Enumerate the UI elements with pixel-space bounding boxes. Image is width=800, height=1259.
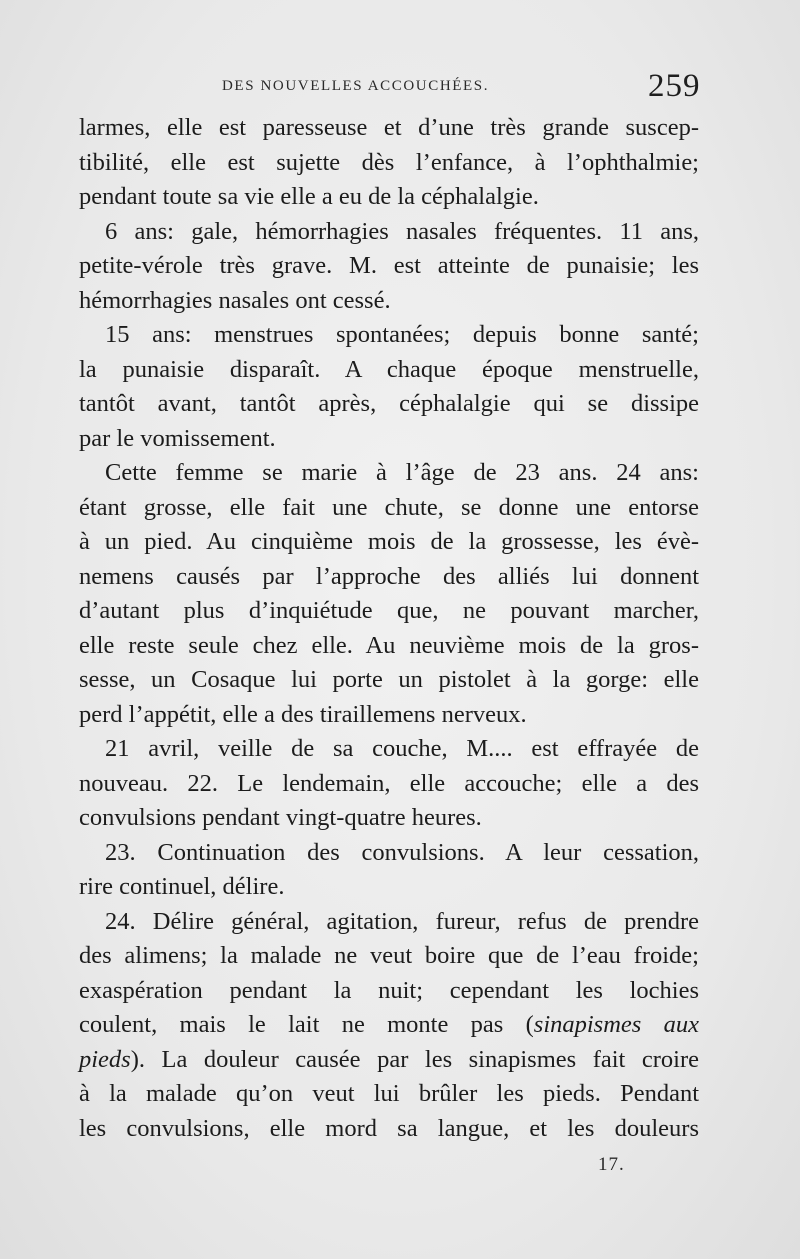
- text-line: [79, 1008, 699, 1043]
- italic-text: pieds: [79, 1045, 131, 1073]
- text-line: des alimens; la malade ne veut boire que de l’eau froide;: [79, 942, 699, 969]
- text-line: pendant toute sa vie elle a eu de la céphalalgie.: [79, 183, 539, 210]
- text-line: nemens causés par l’approche des alliés lui donnent: [79, 562, 699, 590]
- body-text: [79, 111, 699, 1146]
- text-line: d’autant plus d’inquiétude que, ne pouvant marcher,: [79, 597, 699, 624]
- text-line: nouveau. 22. Le lendemain, elle accouche; elle a des: [79, 769, 699, 797]
- text-line: rire continuel, délire.: [79, 873, 285, 900]
- text-line: convulsions pendant vingt-quatre heures.: [79, 804, 482, 831]
- text-line: perd l’appétit, elle a des tiraillemens nerveux.: [79, 700, 527, 728]
- text-line: la punaisie disparaît. A chaque époque menstruelle,: [79, 355, 699, 383]
- text-run: ). La douleur causée par les sinapismes fait croire: [130, 1045, 699, 1073]
- text-line: par le vomissement.: [79, 424, 276, 452]
- signature-mark: 17.: [598, 1154, 625, 1175]
- paragraph-4: [79, 456, 699, 732]
- text-line: tibilité, elle est sujette dès l’enfance, à l’ophthalmie;: [79, 148, 699, 176]
- text-line: étant grosse, elle fait une chute, se donne une entorse: [79, 493, 699, 521]
- italic-text: sinapismes aux: [533, 1011, 699, 1038]
- text-line: petite-vérole très grave. M. est atteinte de punaisie; les: [79, 252, 699, 279]
- page-number: 259: [648, 68, 701, 104]
- text-line: 15 ans: menstrues spontanées; depuis bonne santé;: [105, 321, 699, 348]
- running-title: DES NOUVELLES ACCOUCHÉES.: [222, 78, 490, 94]
- text-line: sesse, un Cosaque lui porte un pistolet à la gorge: elle: [79, 666, 699, 693]
- text-line: 23. Continuation des convulsions. A leur cessation,: [105, 838, 699, 866]
- text-line: 6 ans: gale, hémorrhagies nasales fréquentes. 11 ans,: [105, 217, 699, 245]
- text-line: elle reste seule chez elle. Au neuvième mois de la gros-: [79, 631, 699, 659]
- paragraph-5: [79, 732, 699, 836]
- text-line: Cette femme se marie à l’âge de 23 ans. 24 ans:: [105, 459, 699, 486]
- paragraph-3: [79, 318, 699, 456]
- text-line: exaspération pendant la nuit; cependant les lochies: [79, 976, 699, 1004]
- paragraph-2: [79, 215, 699, 319]
- text-line: les convulsions, elle mord sa langue, et les douleurs: [79, 1114, 699, 1142]
- text-line: à la malade qu’on veut lui brûler les pieds. Pendant: [79, 1080, 699, 1107]
- text-run: coulent, mais le lait ne monte pas (: [79, 1011, 534, 1038]
- paragraph-6: [79, 836, 699, 905]
- text-line: 24. Délire général, agitation, fureur, refus de prendre: [105, 907, 699, 935]
- text-line: tantôt avant, tantôt après, céphalalgie qui se dissipe: [79, 390, 699, 417]
- text-line: [79, 1043, 699, 1078]
- paragraph-7: [79, 905, 699, 1147]
- text-line: 21 avril, veille de sa couche, M.... est effrayée de: [105, 735, 699, 762]
- text-line: à un pied. Au cinquième mois de la grossesse, les évè-: [79, 528, 699, 555]
- text-line: hémorrhagies nasales ont cessé.: [79, 286, 391, 314]
- paragraph-1: [79, 111, 699, 215]
- text-line: larmes, elle est paresseuse et d’une très grande suscep-: [79, 114, 699, 141]
